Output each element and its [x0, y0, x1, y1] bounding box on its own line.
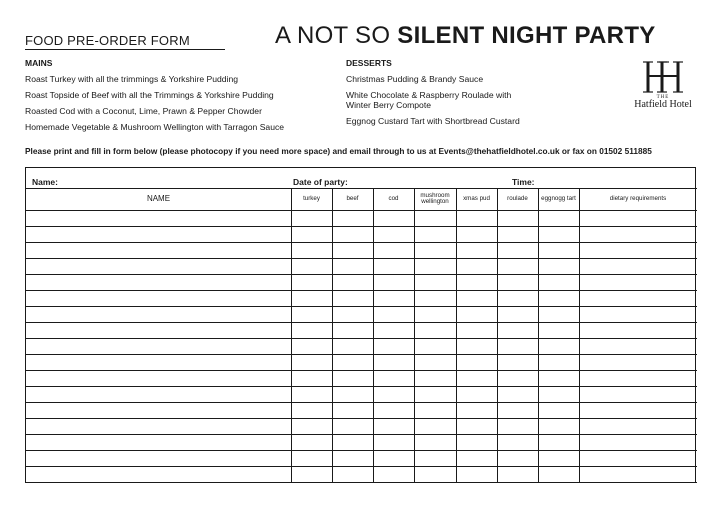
table-row[interactable] — [26, 226, 697, 227]
desserts-item: White Chocolate & Raspberry Roulade with Winter Berry Compote — [346, 90, 512, 110]
table-row[interactable] — [26, 482, 697, 483]
column-divider — [538, 188, 539, 482]
table-row[interactable] — [26, 418, 697, 419]
time-label: Time: — [512, 177, 535, 187]
column-divider — [414, 188, 415, 482]
table-row[interactable] — [26, 242, 697, 243]
date-label: Date of party: — [293, 177, 348, 187]
desserts-section — [346, 58, 546, 132]
table-row[interactable] — [26, 322, 697, 323]
column-header-mushroom-wellington: mushroom wellington — [420, 191, 450, 205]
column-header-eggnogg-tart: eggnogg tart — [541, 194, 576, 202]
desserts-item: Christmas Pudding & Brandy Sauce — [346, 74, 484, 84]
instruction-text: Please print and fill in form below (please photocopy if you need more space) and email through to us at Events@thehatfieldhotel.co.uk or fax on 01502 511885 — [25, 146, 652, 156]
column-divider — [373, 188, 374, 482]
column-divider — [579, 188, 580, 482]
table-row[interactable] — [26, 466, 697, 467]
table-row[interactable] — [26, 402, 697, 403]
name-label: Name: — [32, 177, 58, 187]
hh-monogram-icon — [640, 60, 686, 94]
column-header-cod: cod — [388, 194, 399, 202]
column-header-dietary-requirements: dietary requirements — [609, 194, 667, 202]
title-bold: SILENT NIGHT PARTY — [397, 22, 656, 49]
table-row[interactable] — [26, 290, 697, 291]
title-light: A NOT SO — [275, 22, 398, 49]
column-divider — [497, 188, 498, 482]
column-header-roulade: roulade — [507, 194, 528, 202]
column-header-turkey: turkey — [303, 194, 320, 202]
mains-item: Roast Topside of Beef with all the Trimmings & Yorkshire Pudding — [25, 90, 274, 100]
page-title — [275, 22, 656, 50]
table-row[interactable] — [26, 338, 697, 339]
logo-the: THE — [656, 95, 670, 100]
order-sheet — [25, 167, 696, 483]
header-row-bottom-line — [26, 210, 697, 211]
column-divider — [332, 188, 333, 482]
mains-section — [25, 58, 325, 138]
desserts-item: Eggnog Custard Tart with Shortbread Custard — [346, 116, 520, 126]
desserts-heading: DESSERTS — [346, 58, 392, 68]
column-divider — [456, 188, 457, 482]
column-header-xmas-pud: xmas pud — [463, 194, 490, 202]
table-row[interactable] — [26, 386, 697, 387]
table-row[interactable] — [26, 370, 697, 371]
column-divider — [291, 188, 292, 482]
column-header-beef: beef — [346, 194, 359, 202]
form-label: FOOD PRE-ORDER FORM — [25, 33, 225, 50]
mains-heading: MAINS — [25, 58, 53, 68]
table-row[interactable] — [26, 354, 697, 355]
table-row[interactable] — [26, 258, 697, 259]
hotel-logo — [628, 60, 698, 122]
logo-name: Hatfield Hotel — [634, 99, 692, 110]
mains-item: Homemade Vegetable & Mushroom Wellington with Tarragon Sauce — [25, 122, 285, 132]
mains-item: Roast Turkey with all the trimmings & Yorkshire Pudding — [25, 74, 239, 84]
column-header-name: NAME — [146, 193, 171, 203]
table-row[interactable] — [26, 450, 697, 451]
table-row[interactable] — [26, 306, 697, 307]
mains-item: Roasted Cod with a Coconut, Lime, Prawn & Pepper Chowder — [25, 106, 262, 116]
table-row[interactable] — [26, 434, 697, 435]
table-row[interactable] — [26, 274, 697, 275]
